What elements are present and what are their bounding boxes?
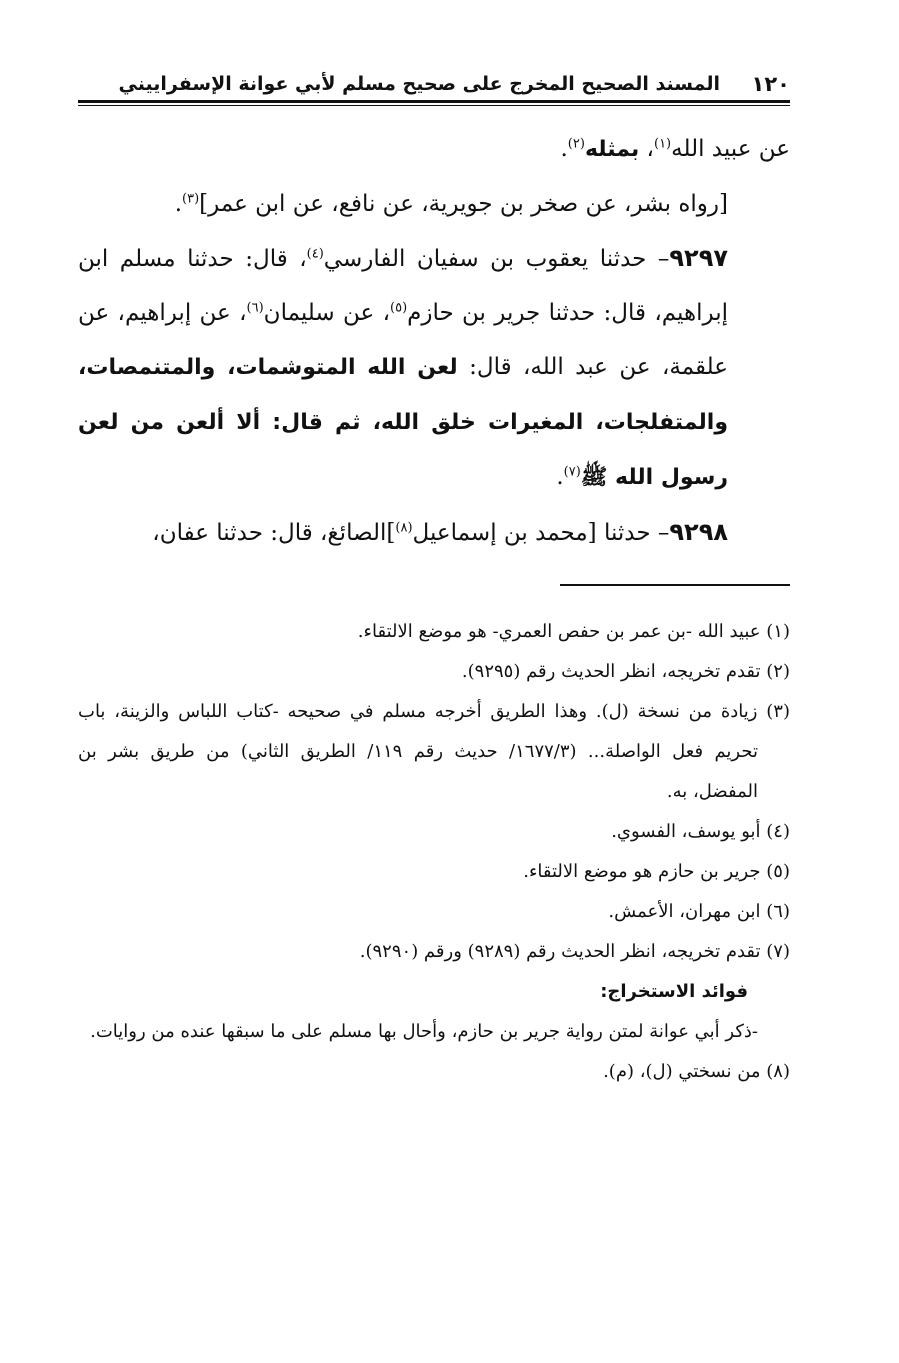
text-run: .: [556, 464, 564, 490]
text-run: ، عن إبراهيم، عن علقمة، عن عبد الله، قال:: [78, 300, 729, 380]
footnote-ref: (٧): [563, 464, 581, 480]
footnote-3: (٣) زيادة من نسخة (ل). وهذا الطريق أخرجه مسلم في صحيحه -كتاب اللباس والزينة، باب تحريم فعل الواصلة... (١٦٧٧/٣/ حديث رقم ١١٩/ الطريق الثاني) من طريق بشر بن المفضل، به.: [78, 701, 790, 802]
text-run: ،: [639, 136, 654, 162]
footnote-ref: (٥): [390, 300, 408, 316]
fawaid-text: -ذكر أبي عوانة لمتن رواية جرير بن حازم، وأحال بها مسلم على ما سبقها عنده من روايات.: [90, 1021, 758, 1042]
text-run: عن عبيد الله: [671, 136, 790, 162]
hadith-number: ٩٢٩٧: [669, 244, 728, 272]
footnote-5: (٥) جرير بن حازم هو موضع الالتقاء.: [523, 861, 790, 882]
footnote-1: (١) عبيد الله -بن عمر بن حفص العمري- هو موضع الالتقاء.: [357, 621, 790, 642]
header-rule-thin: [78, 105, 790, 106]
footnote-ref: (٣): [182, 191, 200, 207]
footnote-6: (٦) ابن مهران، الأعمش.: [608, 901, 790, 922]
text-run: ، قال: حدثنا مسلم ابن إبراهيم، قال: حدثنا جرير بن حازم: [78, 246, 728, 326]
text-run: ]الصائغ، قال: حدثنا عفان،: [152, 520, 396, 546]
footnote-separator: [560, 584, 790, 586]
footnote-ref: (٦): [246, 300, 264, 316]
hadith-9297: [78, 231, 790, 505]
footnote-ref: (٢): [567, 136, 585, 152]
footnote-8: (٨) من نسختي (ل)، (م).: [603, 1061, 790, 1082]
paragraph-continuation: [78, 122, 790, 177]
footnote-ref: (١): [653, 136, 672, 152]
book-title: المسند الصحيح المخرج على صحيح مسلم لأبي عوانة الإسفراييني: [118, 73, 720, 95]
footnotes: [78, 612, 790, 1092]
text-run: – حدثنا [محمد بن إسماعيل: [412, 520, 670, 546]
header-rule: [78, 100, 790, 103]
main-text: [78, 122, 790, 560]
footnote-ref: (٤): [306, 246, 324, 262]
hadith-number: ٩٢٩٨: [669, 518, 728, 546]
paragraph-variant: [78, 177, 790, 231]
text-run: ، عن سليمان: [263, 300, 390, 326]
hadith-9298: [78, 505, 790, 560]
text-run: [رواه بشر، عن صخر بن جويرية، عن نافع، عن ابن عمر]: [199, 191, 728, 217]
footnote-4: (٤) أبو يوسف، الفسوي.: [611, 821, 790, 842]
footnote-7: (٧) تقدم تخريجه، انظر الحديث رقم (٩٢٨٩) ورقم (٩٢٩٠).: [359, 941, 790, 962]
text-run: – حدثنا يعقوب بن سفيان الفارسي: [323, 246, 670, 272]
footnote-ref: (٨): [395, 520, 413, 536]
text-run: .: [560, 136, 568, 162]
page-number: ١٢٠: [751, 72, 790, 96]
hadith-text: لعن الله المتوشمات، والمتنمصات، والمتفلجات، المغيرات خلق الله، ثم قال: ألا ألعن من لعن رسول الله ﷺ: [78, 355, 728, 490]
fawaid-heading: فوائد الاستخراج:: [600, 981, 748, 1002]
footnote-2: (٢) تقدم تخريجه، انظر الحديث رقم (٩٢٩٥).: [461, 661, 790, 682]
hadith-text: بمثله: [584, 137, 640, 162]
text-run: .: [174, 191, 183, 217]
running-header: [80, 72, 790, 100]
